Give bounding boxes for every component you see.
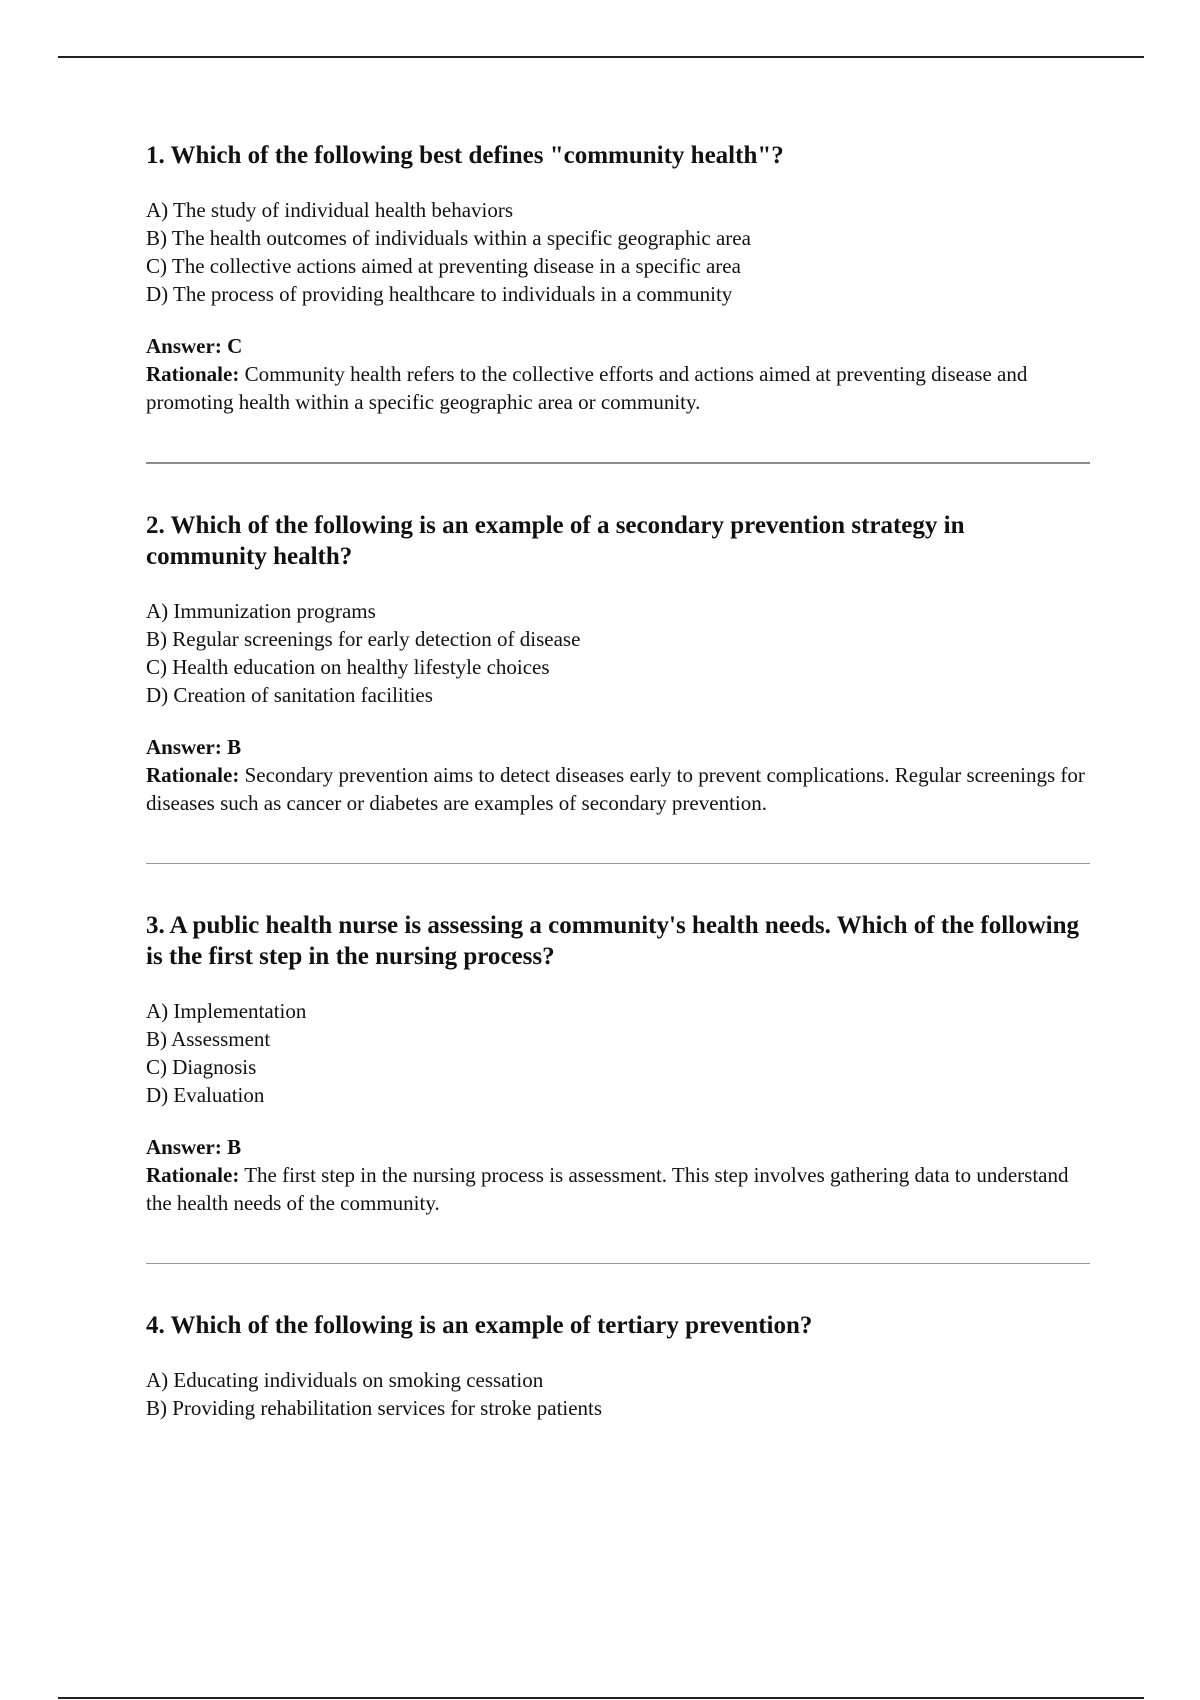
options-list [146,997,1090,1109]
question-title: 2. Which of the following is an example of a secondary prevention strategy in community health? [146,512,965,570]
answer: Answer: B [146,735,242,759]
section-divider [146,462,1090,464]
section-divider [146,863,1090,864]
rationale-text: Secondary prevention aims to detect diseases early to prevent complications. Regular screenings for diseases such as cancer or diabetes are examples of secondary prevention. [146,763,1085,815]
question-4 [146,1310,1090,1422]
options-list [146,597,1090,709]
rationale [146,1161,1090,1217]
answer: Answer: C [146,334,243,358]
question-title: 4. Which of the following is an example of tertiary prevention? [146,1312,813,1339]
rationale-label: Rationale: [146,362,240,386]
option-a: A) Immunization programs [146,599,376,623]
question-1 [146,140,1090,416]
question-3 [146,910,1090,1217]
option-c: C) The collective actions aimed at preventing disease in a specific area [146,254,741,278]
option-b: B) Providing rehabilitation services for stroke patients [146,1396,603,1420]
option-b: B) The health outcomes of individuals within a specific geographic area [146,226,751,250]
page-top-rule [58,56,1144,58]
option-a: A) Educating individuals on smoking cessation [146,1368,544,1392]
question-title: 1. Which of the following best defines "community health"? [146,142,784,169]
quiz-document [146,140,1090,1446]
page-bottom-rule [58,1697,1144,1699]
option-c: C) Health education on healthy lifestyle choices [146,655,550,679]
option-d: D) Evaluation [146,1083,265,1107]
rationale-label: Rationale: [146,763,240,787]
option-d: D) Creation of sanitation facilities [146,683,433,707]
rationale [146,761,1090,817]
rationale-label: Rationale: [146,1163,240,1187]
rationale-text: The first step in the nursing process is assessment. This step involves gathering data to understand the health needs of the community. [146,1163,1069,1215]
answer: Answer: B [146,1135,242,1159]
question-title: 3. A public health nurse is assessing a community's health needs. Which of the following is the first step in the nursing process? [146,912,1080,970]
option-d: D) The process of providing healthcare to individuals in a community [146,282,733,306]
option-c: C) Diagnosis [146,1055,257,1079]
options-list [146,196,1090,308]
question-2 [146,510,1090,817]
option-b: B) Regular screenings for early detection of disease [146,627,581,651]
section-divider [146,1263,1090,1264]
options-list [146,1366,1090,1422]
rationale [146,360,1090,416]
rationale-text: Community health refers to the collective efforts and actions aimed at preventing disease and promoting health within a specific geographic area or community. [146,362,1028,414]
option-a: A) Implementation [146,999,307,1023]
option-a: A) The study of individual health behaviors [146,198,514,222]
option-b: B) Assessment [146,1027,271,1051]
